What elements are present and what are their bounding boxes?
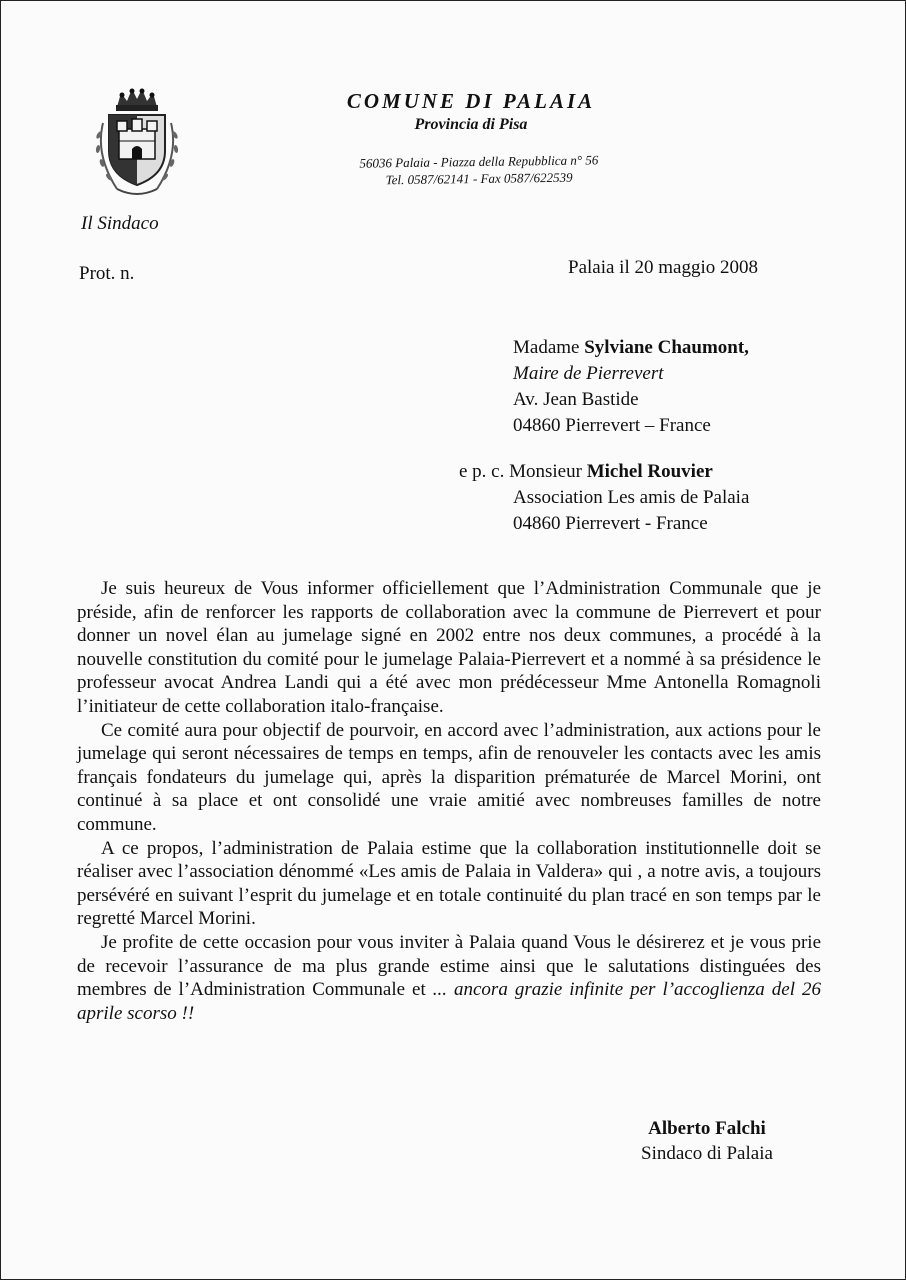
recipient-city: 04860 Pierrevert – France [513, 415, 711, 436]
signature-block [641, 1116, 773, 1166]
letterhead-phone-fax: Tel. 0587/62141 - Fax 0587/622539 [385, 169, 573, 188]
provincia-subtitle: Provincia di Pisa [414, 116, 528, 133]
cc-name-line [459, 459, 749, 485]
sender-role: Il Sindaco [81, 213, 159, 234]
recipient-salutation: Madame [513, 337, 585, 358]
recipient-street: Av. Jean Bastide [513, 389, 639, 410]
body-paragraph-4-text: Je profite de cette occasion pour vous inviter à Palaia quand Vous le désirerez et je vous prie de recevoir l’assurance de ma plus grande estime ainsi que le salutations distinguées des membres de l’Administration Communale et [77, 931, 821, 1001]
protocol-number: Prot. n. [79, 263, 135, 284]
body-paragraph-4 [77, 931, 821, 1025]
body-paragraph-4-italian: ... ancora grazie infinite per l’accoglienza del 26 aprile scorso !! [77, 979, 821, 1024]
cc-name: Michel Rouvier [586, 461, 713, 482]
signatory-title: Sindaco di Palaia [641, 1143, 773, 1164]
body-paragraph-1: Je suis heureux de Vous informer officiellement que l’Administration Communale que je préside, afin de renforcer les rapports de collaboration avec la commune de Pierrevert et pour donner un novel élan au jumelage signé en 2002 entre nos deux communes, a procédé à la nouvelle constitution du comité pour le jumelage Palaia-Pierrevert et a nommé à sa présidence le professeur avocat Andrea Landi qui a été avec mon prédécesseur Mme Antonella Romagnoli l’initiateur de cette collaboration italo-française. [77, 578, 821, 717]
letter-date: Palaia il 20 maggio 2008 [568, 257, 758, 278]
body-paragraph-3: A ce propos, l’administration de Palaia estime que la collaboration institutionnelle doit se réaliser avec l’association dénommé «Les amis de Palaia in Valdera» qui , a notre avis, a toujours persévéré en suivant l’esprit du jumelage et en totale continuité du plan tracé en son temps par le regretté Marcel Morini. [77, 837, 821, 930]
recipient-name-line [513, 335, 749, 361]
recipient-name: Sylviane Chaumont, [584, 337, 749, 358]
coat-of-arms-icon [87, 85, 187, 203]
letter-body [77, 577, 821, 1025]
cc-organization: Association Les amis de Palaia [513, 487, 750, 508]
recipient-address [513, 335, 749, 439]
letterhead [301, 89, 641, 188]
body-paragraph-2: Ce comité aura pour objectif de pourvoir, en accord avec l’administration, aux actions pour le jumelage qui seront nécessaires de temps en temps, afin de renouveler les contacts avec les amis français fondateurs du jumelage qui, après la disparition prématurée de Marcel Morini, ont continué à sa place et ont consolidé une vraie amitié avec nombreuses familles de notre commune. [77, 719, 821, 835]
letterhead-address: 56036 Palaia - Piazza della Repubblica n° 56 [359, 152, 599, 171]
signatory-name: Alberto Falchi [648, 1118, 766, 1139]
cc-city: 04860 Pierrevert - France [513, 513, 708, 534]
comune-title: COMUNE DI PALAIA [346, 89, 596, 113]
cc-address [459, 459, 749, 537]
letterhead-address-block [329, 151, 629, 189]
cc-prefix: e p. c. Monsieur [459, 461, 587, 482]
recipient-title: Maire de Pierrevert [513, 363, 664, 384]
